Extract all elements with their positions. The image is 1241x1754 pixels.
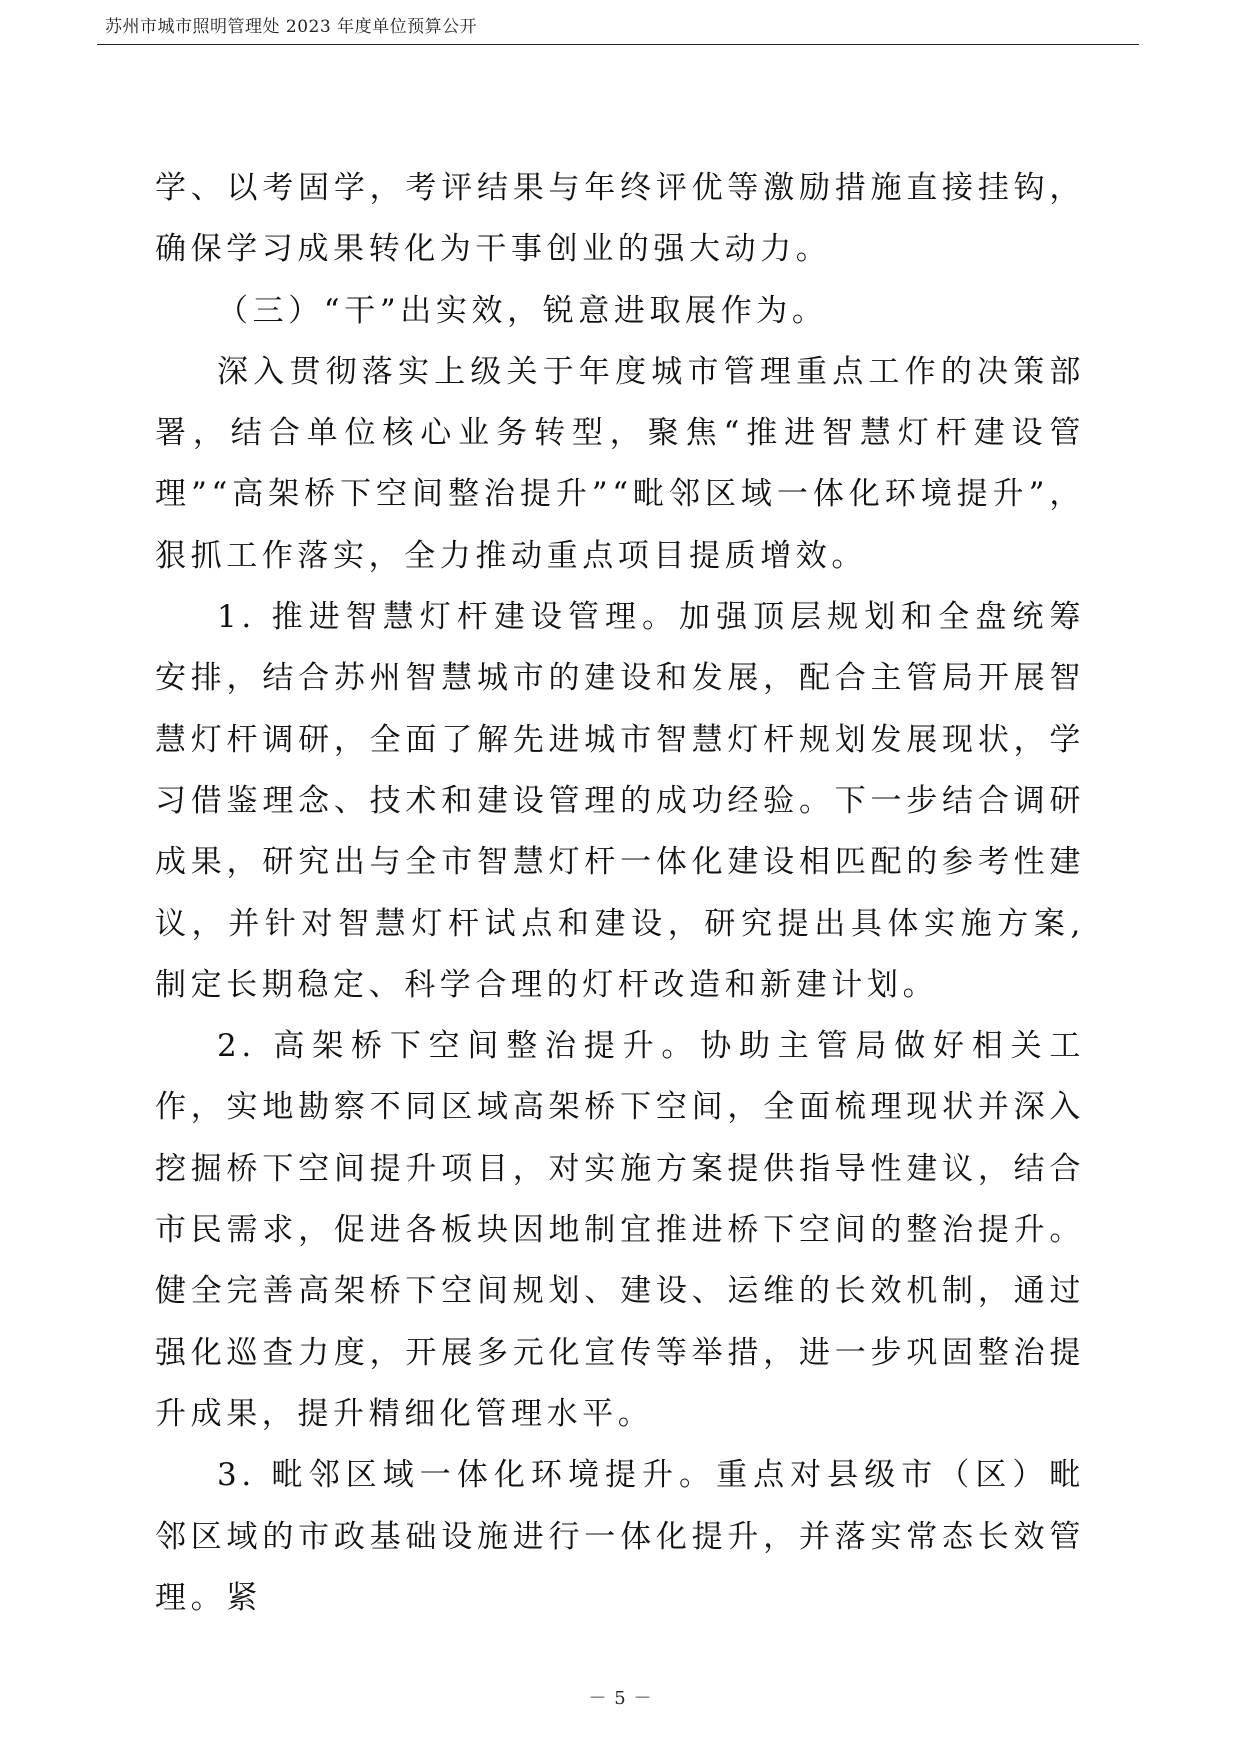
body-text (155, 158, 1085, 1629)
header-title: 苏州市城市照明管理处 2023 年度单位预算公开 (105, 17, 478, 37)
paragraph-item-1: 1. 推进智慧灯杆建设管理。加强顶层规划和全盘统筹安排，结合苏州智慧城市的建设和发展，配合主管局开展智慧灯杆调研，全面了解先进城市智慧灯杆规划发展现状，学习借鉴理念、技术和建设管理的成功经验。下一步结合调研成果，研究出与全市智慧灯杆一体化建设相匹配的参考性建议，并针对智慧灯杆试点和建设，研究提出具体实施方案,制定长期稳定、科学合理的灯杆改造和新建计划。 (155, 599, 1085, 1003)
paragraph-continuation: 学、以考固学，考评结果与年终评优等激励措施直接挂钩，确保学习成果转化为干事创业的强大动力。 (155, 170, 1085, 268)
paragraph-item-3: 3. 毗邻区域一体化环境提升。重点对县级市（区）毗邻区域的市政基础设施进行一体化提升，并落实常态长效管理。紧 (155, 1457, 1085, 1616)
page-header (97, 14, 1139, 45)
page-number: － 5 － (588, 1688, 653, 1709)
section-heading-three: （三）“干”出实效，锐意进取展作为。 (217, 292, 828, 329)
paragraph-intro: 深入贯彻落实上级关于年度城市管理重点工作的决策部署，结合单位核心业务转型，聚焦“推进智慧灯杆建设管理”“高架桥下空间整治提升”“毗邻区域一体化环境提升”，狠抓工作落实，全力推动重点项目提质增效。 (155, 353, 1085, 574)
paragraph-item-2: 2. 高架桥下空间整治提升。协助主管局做好相关工作，实地勘察不同区域高架桥下空间，全面梳理现状并深入挖掘桥下空间提升项目，对实施方案提供指导性建议，结合市民需求，促进各板块因地制宜推进桥下空间的整治提升。健全完善高架桥下空间规划、建设、运维的长效机制，通过强化巡查力度，开展多元化宣传等举措，进一步巩固整治提升成果，提升精细化管理水平。 (155, 1028, 1085, 1432)
